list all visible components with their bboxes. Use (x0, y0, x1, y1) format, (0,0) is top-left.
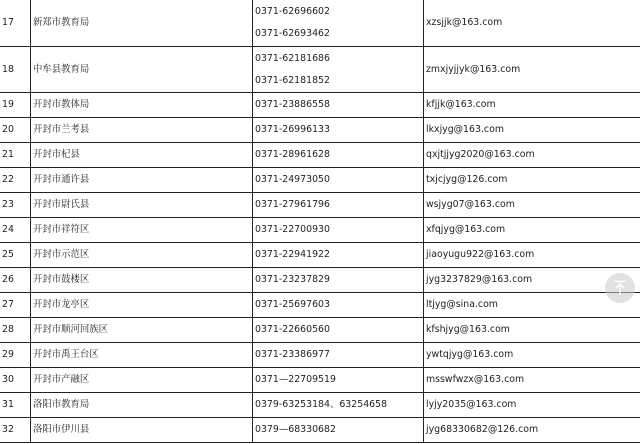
unit-name-cell: 开封市杞县 (31, 143, 253, 167)
unit-name-cell: 开封市尉氏县 (31, 193, 253, 217)
unit-name-cell: 开封市教体局 (31, 93, 253, 117)
row-number-cell: 29 (0, 343, 31, 367)
row-number-cell: 25 (0, 243, 31, 267)
email-cell: ltjyg@sina.com (424, 293, 640, 317)
email-cell: lyjy2035@163.com (424, 393, 640, 417)
table-row (0, 318, 640, 343)
phone-cell (253, 293, 424, 317)
unit-name-cell: 开封市兰考县 (31, 118, 253, 142)
phone-number: 0371-28961628 (255, 149, 330, 161)
phone-cell (253, 143, 424, 167)
phone-cell (253, 0, 424, 46)
unit-name-cell: 开封市通许县 (31, 168, 253, 192)
table-row (0, 93, 640, 118)
row-number-cell: 18 (0, 47, 31, 92)
phone-number: 0371-23237829 (255, 274, 330, 286)
phone-number: 0371-23886558 (255, 99, 330, 111)
unit-name-cell: 开封市产融区 (31, 368, 253, 392)
email-cell: jiaoyugu922@163.com (424, 243, 640, 267)
phone-cell (253, 118, 424, 142)
unit-name-cell: 新郑市教育局 (31, 0, 253, 46)
table-row (0, 193, 640, 218)
phone-cell (253, 193, 424, 217)
email-cell: kfjjk@163.com (424, 93, 640, 117)
table-row (0, 268, 640, 293)
table-row (0, 418, 640, 443)
table-row (0, 218, 640, 243)
email-cell: zmxjyjjyk@163.com (424, 47, 640, 92)
table-row (0, 243, 640, 268)
row-number-cell: 30 (0, 368, 31, 392)
email-cell: jyg68330682@126.com (424, 418, 640, 442)
row-number-cell: 21 (0, 143, 31, 167)
phone-number: 0371-26996133 (255, 124, 330, 136)
table-row (0, 168, 640, 193)
row-number-cell: 22 (0, 168, 31, 192)
table-row (0, 0, 640, 47)
phone-number: 0371-62181852 (255, 74, 330, 86)
unit-name-cell: 中牟县教育局 (31, 47, 253, 92)
table-row (0, 293, 640, 318)
phone-cell (253, 418, 424, 442)
unit-name-cell: 洛阳市伊川县 (31, 418, 253, 442)
unit-name-cell: 洛阳市教育局 (31, 393, 253, 417)
row-number-cell: 26 (0, 268, 31, 292)
back-to-top-button[interactable] (605, 273, 635, 303)
table-row (0, 143, 640, 168)
phone-number: 0379—68330682 (255, 424, 336, 436)
phone-number: 0371-24973050 (255, 174, 330, 186)
phone-cell (253, 218, 424, 242)
phone-number: 0371-22660560 (255, 324, 330, 336)
phone-cell (253, 393, 424, 417)
row-number-cell: 28 (0, 318, 31, 342)
phone-cell (253, 343, 424, 367)
row-number-cell: 19 (0, 93, 31, 117)
unit-name-cell: 开封市鼓楼区 (31, 268, 253, 292)
phone-number: 0371-22700930 (255, 224, 330, 236)
email-cell: wsjyg07@163.com (424, 193, 640, 217)
email-cell: xfqjyg@163.com (424, 218, 640, 242)
unit-name-cell: 开封市祥符区 (31, 218, 253, 242)
row-number-cell: 24 (0, 218, 31, 242)
phone-cell (253, 47, 424, 92)
table-row (0, 118, 640, 143)
email-cell: xzsjjk@163.com (424, 0, 640, 46)
email-cell: jyg3237829@163.com (424, 268, 640, 292)
phone-number: 0371-25697603 (255, 299, 330, 311)
unit-name-cell: 开封市禹王台区 (31, 343, 253, 367)
phone-number: 0371-23386977 (255, 349, 330, 361)
phone-cell (253, 368, 424, 392)
phone-number: 0371-22941922 (255, 249, 330, 261)
phone-number: 0371—22709519 (255, 374, 336, 386)
table-row (0, 47, 640, 93)
email-cell: kfshjyg@163.com (424, 318, 640, 342)
unit-name-cell: 开封市龙亭区 (31, 293, 253, 317)
row-number-cell: 32 (0, 418, 31, 442)
row-number-cell: 17 (0, 0, 31, 46)
row-number-cell: 23 (0, 193, 31, 217)
phone-cell (253, 243, 424, 267)
phone-number: 0371-62693462 (255, 27, 330, 39)
row-number-cell: 20 (0, 118, 31, 142)
email-cell: msswfwzx@163.com (424, 368, 640, 392)
phone-cell (253, 93, 424, 117)
table-row (0, 368, 640, 393)
phone-number: 0371-62181686 (255, 53, 330, 65)
email-cell: ywtqjyg@163.com (424, 343, 640, 367)
unit-name-cell: 开封市顺河回族区 (31, 318, 253, 342)
phone-cell (253, 318, 424, 342)
table-row (0, 393, 640, 418)
email-cell: qxjtjjyg2020@163.com (424, 143, 640, 167)
row-number-cell: 27 (0, 293, 31, 317)
row-number-cell: 31 (0, 393, 31, 417)
phone-cell (253, 168, 424, 192)
table-row (0, 343, 640, 368)
email-cell: lkxjyg@163.com (424, 118, 640, 142)
arrow-up-icon (612, 280, 628, 296)
email-cell: txjcjyg@126.com (424, 168, 640, 192)
phone-cell (253, 268, 424, 292)
phone-number: 0379-63253184、63254658 (255, 399, 388, 411)
unit-name-cell: 开封市示范区 (31, 243, 253, 267)
phone-number: 0371-62696602 (255, 6, 330, 18)
phone-number: 0371-27961796 (255, 199, 330, 211)
